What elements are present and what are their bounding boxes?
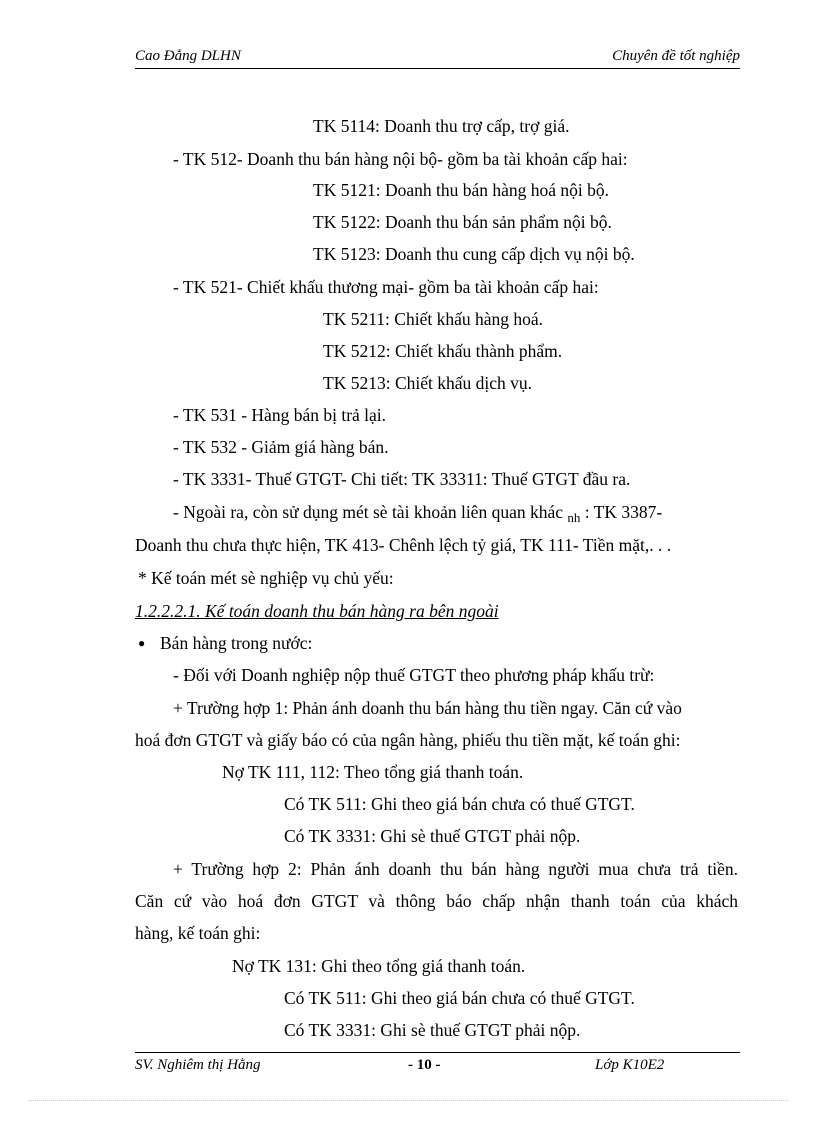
line-tk5213: TK 5213: Chiết khấu dịch vụ. [323, 373, 533, 393]
line-doanh-thu-chua: Doanh thu chưa thực hiện, TK 413- Chênh lệch tỷ giá, TK 111- Tiền mặt,. . . [135, 535, 672, 555]
line-ban-hang-trong-nuoc: Bán hàng trong nước: [160, 633, 313, 653]
line-ngoai-ra-text: - Ngoài ra, còn sử dụng mét sè tài khoản liên quan khác [173, 502, 563, 522]
line-co-tk-3331-a: Có TK 3331: Ghi sè thuế GTGT phải nộp. [284, 826, 581, 846]
line-tk5114: TK 5114: Doanh thu trợ cấp, trợ giá. [313, 116, 570, 136]
page-number: - 10 - [408, 1057, 441, 1073]
line-tk5122: TK 5122: Doanh thu bán sản phẩm nội bộ. [313, 212, 612, 232]
line-co-tk-3331-b: Có TK 3331: Ghi sè thuế GTGT phải nộp. [284, 1020, 581, 1040]
line-tk531: - TK 531 - Hàng bán bị trả lại. [173, 405, 387, 425]
line-ke-toan-nghiep-vu: * Kế toán mét sè nghiệp vụ chủ yếu: [138, 568, 394, 588]
line-doi-voi-dn: - Đối với Doanh nghiệp nộp thuế GTGT theo phương pháp khấu trừ: [173, 665, 655, 685]
line-ngoai-ra-tail: : TK 3387- [584, 502, 663, 522]
footer-author: SV. Nghiêm thị Hằng [135, 1057, 261, 1073]
line-tk521: - TK 521- Chiết khấu thương mại- gồm ba tài khoản cấp hai: [173, 277, 599, 297]
line-can-cu-2: Căn cứ vào hoá đơn GTGT và thông báo chấp nhận thanh toán của khách [135, 891, 738, 911]
line-ngoai-ra [173, 502, 738, 524]
line-co-tk-511-b: Có TK 511: Ghi theo giá bán chưa có thuế GTGT. [284, 988, 635, 1008]
line-hoa-don-1: hoá đơn GTGT và giấy báo có của ngân hàng, phiếu thu tiền mặt, kế toán ghi: [135, 730, 681, 750]
line-tk512: - TK 512- Doanh thu bán hàng nội bộ- gồm ba tài khoản cấp hai: [173, 149, 628, 169]
line-truong-hop-1: + Trường hợp 1: Phản ánh doanh thu bán hàng thu tiền ngay. Căn cứ vào [173, 698, 682, 718]
line-no-tk-111: Nợ TK 111, 112: Theo tổng giá thanh toán. [222, 762, 524, 782]
line-no-tk-131: Nợ TK 131: Ghi theo tổng giá thanh toán. [232, 956, 526, 976]
line-tk5123: TK 5123: Doanh thu cung cấp dịch vụ nội bộ. [313, 244, 635, 264]
footer-class: Lớp K10E2 [595, 1057, 665, 1073]
footer-rule [135, 1052, 740, 1053]
line-co-tk-511-a: Có TK 511: Ghi theo giá bán chưa có thuế GTGT. [284, 794, 635, 814]
line-tk5212: TK 5212: Chiết khấu thành phẩm. [323, 341, 563, 361]
section-heading: 1.2.2.2.1. Kế toán doanh thu bán hàng ra bên ngoài [135, 601, 499, 621]
header-left: Cao Đẳng DLHN [135, 48, 241, 64]
header-right: Chuyên đề tốt nghiệp [612, 48, 740, 64]
line-tk5121: TK 5121: Doanh thu bán hàng hoá nội bộ. [313, 180, 609, 200]
header-rule [135, 68, 740, 69]
line-tk3331: - TK 3331- Thuế GTGT- Chi tiết: TK 33311: Thuế GTGT đầu ra. [173, 469, 631, 489]
bullet-icon: ● [138, 636, 146, 650]
line-tk532: - TK 532 - Giảm giá hàng bán. [173, 437, 389, 457]
page-bottom-divider [28, 1100, 788, 1101]
line-ngoai-ra-sub: nh [567, 510, 581, 525]
line-tk5211: TK 5211: Chiết khấu hàng hoá. [323, 309, 544, 329]
line-truong-hop-2: + Trường hợp 2: Phản ánh doanh thu bán hàng người mua chưa trả tiền. [173, 859, 738, 879]
line-hang-ke-toan-ghi: hàng, kế toán ghi: [135, 923, 261, 943]
